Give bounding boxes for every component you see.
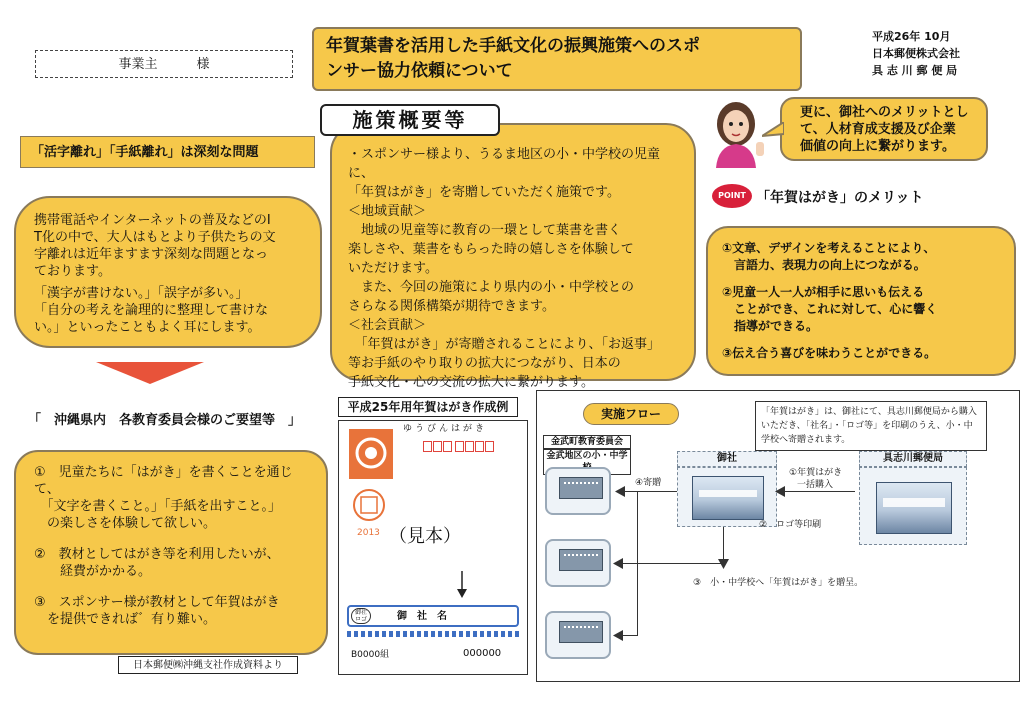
postcard-strip xyxy=(347,631,519,637)
merit-item-2: ②児童一人一人が相手に思いも伝える ことができ、これに対して、心に響く 指導ができる。 xyxy=(722,285,938,333)
flow-note: 「年賀はがき」は、御社にて、具志川郵便局から購入 いただき、「社名」・「ロゴ等」を印刷のうえ、小・中 学校へ寄贈されます。 xyxy=(755,401,987,451)
problem-paragraph-2: 「漢字が書けない。」「誤字が多い。」 「自分の考えを論理的に整理して書けな い。」といったこともよく耳にします。 xyxy=(34,286,269,335)
arrow-school-connector xyxy=(637,563,723,564)
request-item-2: ② 教材としてはがき等を利用したいが、 経費がかかる。 xyxy=(34,547,280,579)
arrow-left-icon xyxy=(613,630,623,641)
issuer-company: 日本郵便株式会社 xyxy=(872,47,960,60)
school-label-1: 金武町教育委員会 xyxy=(543,435,631,449)
request-item-1: ① 児童たちに「はがき」を書くことを通じて、 「文字を書くこと。」「手紙を出すこと。」 の楽しさを体験して欲しい。 xyxy=(34,465,293,531)
school-building-1 xyxy=(545,467,611,515)
document-title xyxy=(312,27,802,91)
stamp-icon xyxy=(349,429,393,479)
postmark-icon xyxy=(351,485,387,529)
problem-title: 「活字離れ」「手紙離れ」は深刻な問題 xyxy=(20,136,315,168)
postcard-stack-icon xyxy=(876,482,952,534)
point-badge: POINT xyxy=(712,184,752,208)
merit-title: 「年賀はがき」のメリット xyxy=(756,190,924,206)
request-item-3: ③ スポンサー様が教材として年賀はがき を提供できれば゛有り難い。 xyxy=(34,595,280,627)
company-label: 御社 xyxy=(677,451,777,467)
source-note: 日本郵便㈱沖縄支社作成資料より xyxy=(118,656,298,674)
title-line-1: 年賀葉書を活用した手紙文化の振興施策へのスポ xyxy=(326,36,700,56)
postcard-number-right: 000000 xyxy=(463,648,502,659)
title-line-2: ンサー協力依頼について xyxy=(326,61,513,81)
company-postcard-stack xyxy=(677,467,777,527)
down-arrow-icon xyxy=(96,362,204,386)
presenter-woman-icon xyxy=(708,96,766,168)
arrow-down-icon xyxy=(718,559,729,569)
issue-date: 平成26年 10月 xyxy=(872,30,951,43)
school-building-3 xyxy=(545,611,611,659)
step-3-label: ③ 小・中学校へ「年賀はがき」を贈呈。 xyxy=(693,578,864,588)
merits-box xyxy=(706,226,1016,376)
postcode-boxes xyxy=(423,437,494,456)
issuer-block xyxy=(872,28,1002,79)
arrow-left-icon xyxy=(615,486,625,497)
step-1-label: ①年賀はがき 一括購入 xyxy=(789,468,843,490)
requests-box xyxy=(14,450,328,655)
arrow-purchase-line xyxy=(781,491,855,492)
arrow-left-icon xyxy=(775,486,785,497)
problem-description xyxy=(14,196,322,348)
recipient-text: 事業主 様 xyxy=(118,57,210,72)
arrow-to-schools-line xyxy=(723,527,724,563)
recipient-box xyxy=(35,50,293,78)
merit-item-3: ③伝え合う喜びを味わうことができる。 xyxy=(722,346,937,360)
flow-title: 実施フロー xyxy=(583,403,679,425)
requests-title: 「 沖縄県内 各教育委員会様のご要望等 」 xyxy=(28,413,302,428)
merit-item-1: ①文章、デザインを考えることにより、 言語力、表現力の向上につながる。 xyxy=(722,241,936,272)
postcard-stack-icon xyxy=(692,476,764,520)
speech-tail-icon xyxy=(762,122,784,138)
step-4-label: ④寄贈 xyxy=(635,478,662,488)
pointer-arrow-icon xyxy=(456,571,468,599)
flow-frame xyxy=(536,390,1020,682)
arrow-donate-line xyxy=(621,491,677,492)
sample-title: 平成25年用年賀はがき作成例 xyxy=(338,397,518,417)
post-office-postcard-stack xyxy=(859,467,967,545)
overview-heading: 施策概要等 xyxy=(320,104,500,136)
issuer-office: 具 志 川 郵 便 局 xyxy=(872,64,958,77)
step-2-label: ② ロゴ等印刷 xyxy=(759,520,822,530)
sponsor-name: 御 社 名 xyxy=(397,611,447,622)
speech-bubble: 更に、御社へのメリットとし て、人材育成支援及び企業 価値の向上に繋がります。 xyxy=(780,97,988,161)
sample-postcard xyxy=(338,420,528,675)
sample-mihon: （見本） xyxy=(389,526,461,547)
overview-box: ・スポンサー様より、うるま地区の小・中学校の児童に、 「年賀はがき」を寄贈していただく施策です。 ＜地域貢献＞ 地域の児童等に教育の一環として葉書を書く 楽しさや、葉書をもらった時の嬉しさを体験して いただけます。 また、今回の施策により県内の小・中学校との さらなる関係構築が期待できます。 ＜社会貢献＞ 「年賀はがき」が寄贈されることにより、「お返事」 等お手紙のやり取りの拡大につながり、日本の 手紙文化・心の交流の拡大に繋がります。 xyxy=(330,123,696,381)
postcard-label: ゆうびんはがき xyxy=(403,424,488,434)
school-building-2 xyxy=(545,539,611,587)
post-office-label: 具志川郵便局 xyxy=(859,451,967,467)
arrow-left-icon xyxy=(613,558,623,569)
stamp-year: 2013 xyxy=(357,528,380,538)
postcard-number-left: B0000組 xyxy=(351,650,390,660)
school-label-2: 金武地区の小・中学 xyxy=(543,449,631,475)
problem-paragraph-1: 携帯電話やインターネットの普及などのI T化の中で、大人はもとより子供たちの文 字離れは近年ますます深刻な問題となっ ております。 xyxy=(34,213,276,279)
sponsor-banner xyxy=(347,605,519,627)
sponsor-logo-tag: 御社 ロゴ xyxy=(351,608,371,624)
